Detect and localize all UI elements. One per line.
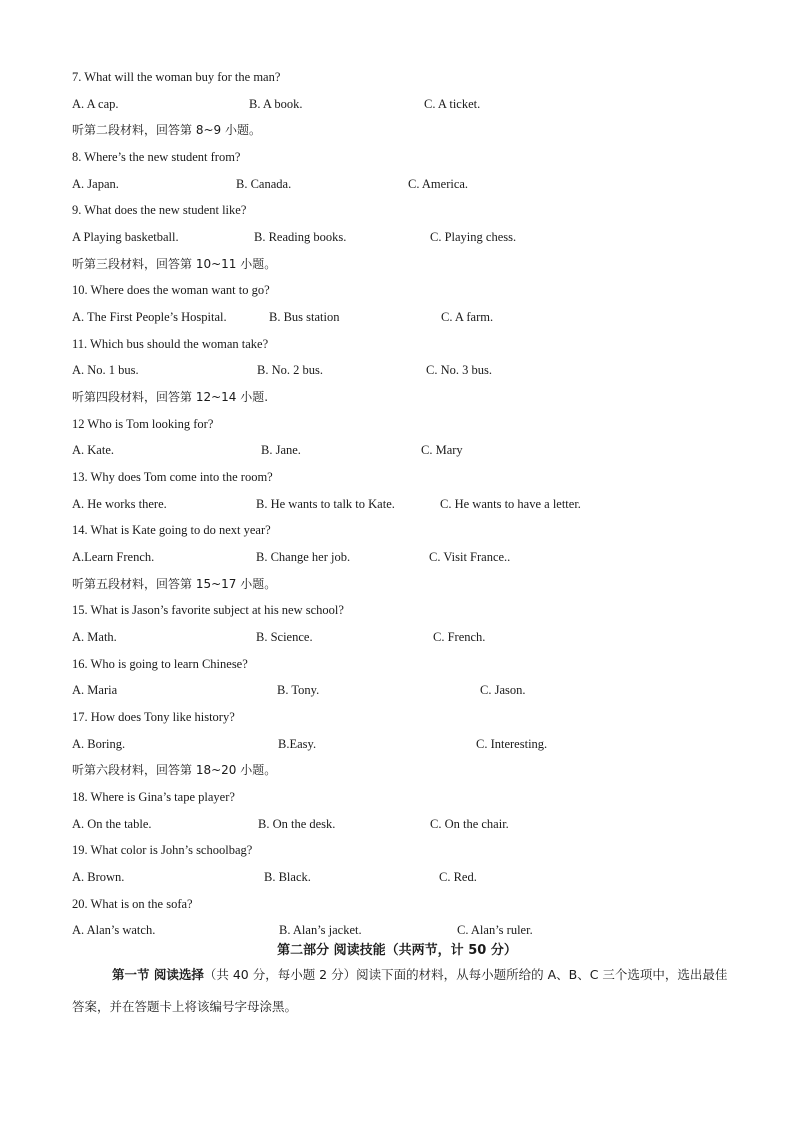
q8-option-c: C. America. — [408, 177, 469, 191]
q12-option-b: B. Jane. — [261, 443, 301, 457]
question-15: 15. What is Jason’s favorite subject at his new school? — [72, 603, 344, 617]
q7-option-c: C. A ticket. — [424, 97, 481, 111]
question-10: 10. Where does the woman want to go? — [72, 283, 270, 297]
q20-option-a: A. Alan’s watch. — [72, 923, 156, 937]
question-17: 17. How does Tony like history? — [72, 710, 235, 724]
question-14: 14. What is Kate going to do next year? — [72, 523, 271, 537]
q11-option-a: A. No. 1 bus. — [72, 363, 139, 377]
question-9: 9. What does the new student like? — [72, 203, 247, 217]
section-header-5: 听第五段材料，回答第 15~17 小题。 — [72, 577, 277, 591]
q20-option-c: C. Alan’s ruler. — [457, 923, 533, 937]
q11-option-b: B. No. 2 bus. — [257, 363, 323, 377]
q18-option-b: B. On the desk. — [258, 817, 336, 831]
q10-option-b: B. Bus station — [269, 310, 340, 324]
q14-option-b: B. Change her job. — [256, 550, 351, 564]
q15-option-b: B. Science. — [256, 630, 313, 644]
q18-option-a: A. On the table. — [72, 817, 152, 831]
q19-option-b: B. Black. — [264, 870, 311, 884]
question-20: 20. What is on the sofa? — [72, 897, 193, 911]
q18-option-c: C. On the chair. — [430, 817, 509, 831]
q20-option-b: B. Alan’s jacket. — [279, 923, 362, 937]
section1-label: 第一节 阅读选择 — [112, 967, 204, 982]
q9-option-b: B. Reading books. — [254, 230, 347, 244]
q17-option-c: C. Interesting. — [476, 737, 548, 751]
q8-option-a: A. Japan. — [72, 177, 119, 191]
q14-option-a: A.Learn French. — [72, 550, 155, 564]
q17-option-b: B.Easy. — [278, 737, 317, 751]
q15-option-a: A. Math. — [72, 630, 117, 644]
q12-option-c: C. Mary — [421, 443, 463, 457]
section-header-4: 听第四段材料，回答第 12~14 小题. — [72, 390, 269, 404]
q16-option-c: C. Jason. — [480, 683, 526, 697]
question-11: 11. Which bus should the woman take? — [72, 337, 269, 351]
section1-instruction: （共 40 分，每小题 2 分）阅读下面的材料，从每小题所给的 A、B、C 三个选项中，选出最佳答案，并在答题卡上将该编号字母涂黑。 — [72, 967, 728, 1014]
q13-option-a: A. He works there. — [72, 497, 167, 511]
section-header-6: 听第六段材料，回答第 18~20 小题。 — [72, 763, 277, 777]
question-12: 12 Who is Tom looking for? — [72, 417, 214, 431]
q19-option-c: C. Red. — [439, 870, 477, 884]
q16-option-b: B. Tony. — [277, 683, 320, 697]
part2-title: 第二部分 阅读技能（共两节，计 50 分） — [277, 943, 517, 958]
question-16: 16. Who is going to learn Chinese? — [72, 657, 248, 671]
question-8: 8. Where’s the new student from? — [72, 150, 241, 164]
question-13: 13. Why does Tom come into the room? — [72, 470, 273, 484]
part2-instruction-paragraph — [72, 959, 732, 1023]
q17-option-a: A. Boring. — [72, 737, 126, 751]
q9-option-a: A Playing basketball. — [72, 230, 179, 244]
q9-option-c: C. Playing chess. — [430, 230, 517, 244]
q12-option-a: A. Kate. — [72, 443, 114, 457]
q7-option-b: B. A book. — [249, 97, 303, 111]
q10-option-a: A. The First People’s Hospital. — [72, 310, 227, 324]
q16-option-a: A. Maria — [72, 683, 118, 697]
q13-option-c: C. He wants to have a letter. — [440, 497, 581, 511]
q19-option-a: A. Brown. — [72, 870, 125, 884]
section-header-2: 听第二段材料，回答第 8~9 小题。 — [72, 123, 261, 137]
q15-option-c: C. French. — [433, 630, 486, 644]
section-header-3: 听第三段材料，回答第 10~11 小题。 — [72, 257, 277, 271]
q8-option-b: B. Canada. — [236, 177, 292, 191]
question-18: 18. Where is Gina’s tape player? — [72, 790, 235, 804]
q10-option-c: C. A farm. — [441, 310, 494, 324]
q13-option-b: B. He wants to talk to Kate. — [256, 497, 395, 511]
q11-option-c: C. No. 3 bus. — [426, 363, 492, 377]
q14-option-c: C. Visit France.. — [429, 550, 511, 564]
question-19: 19. What color is John’s schoolbag? — [72, 843, 253, 857]
q7-option-a: A. A cap. — [72, 97, 119, 111]
question-7: 7. What will the woman buy for the man? — [72, 70, 281, 84]
